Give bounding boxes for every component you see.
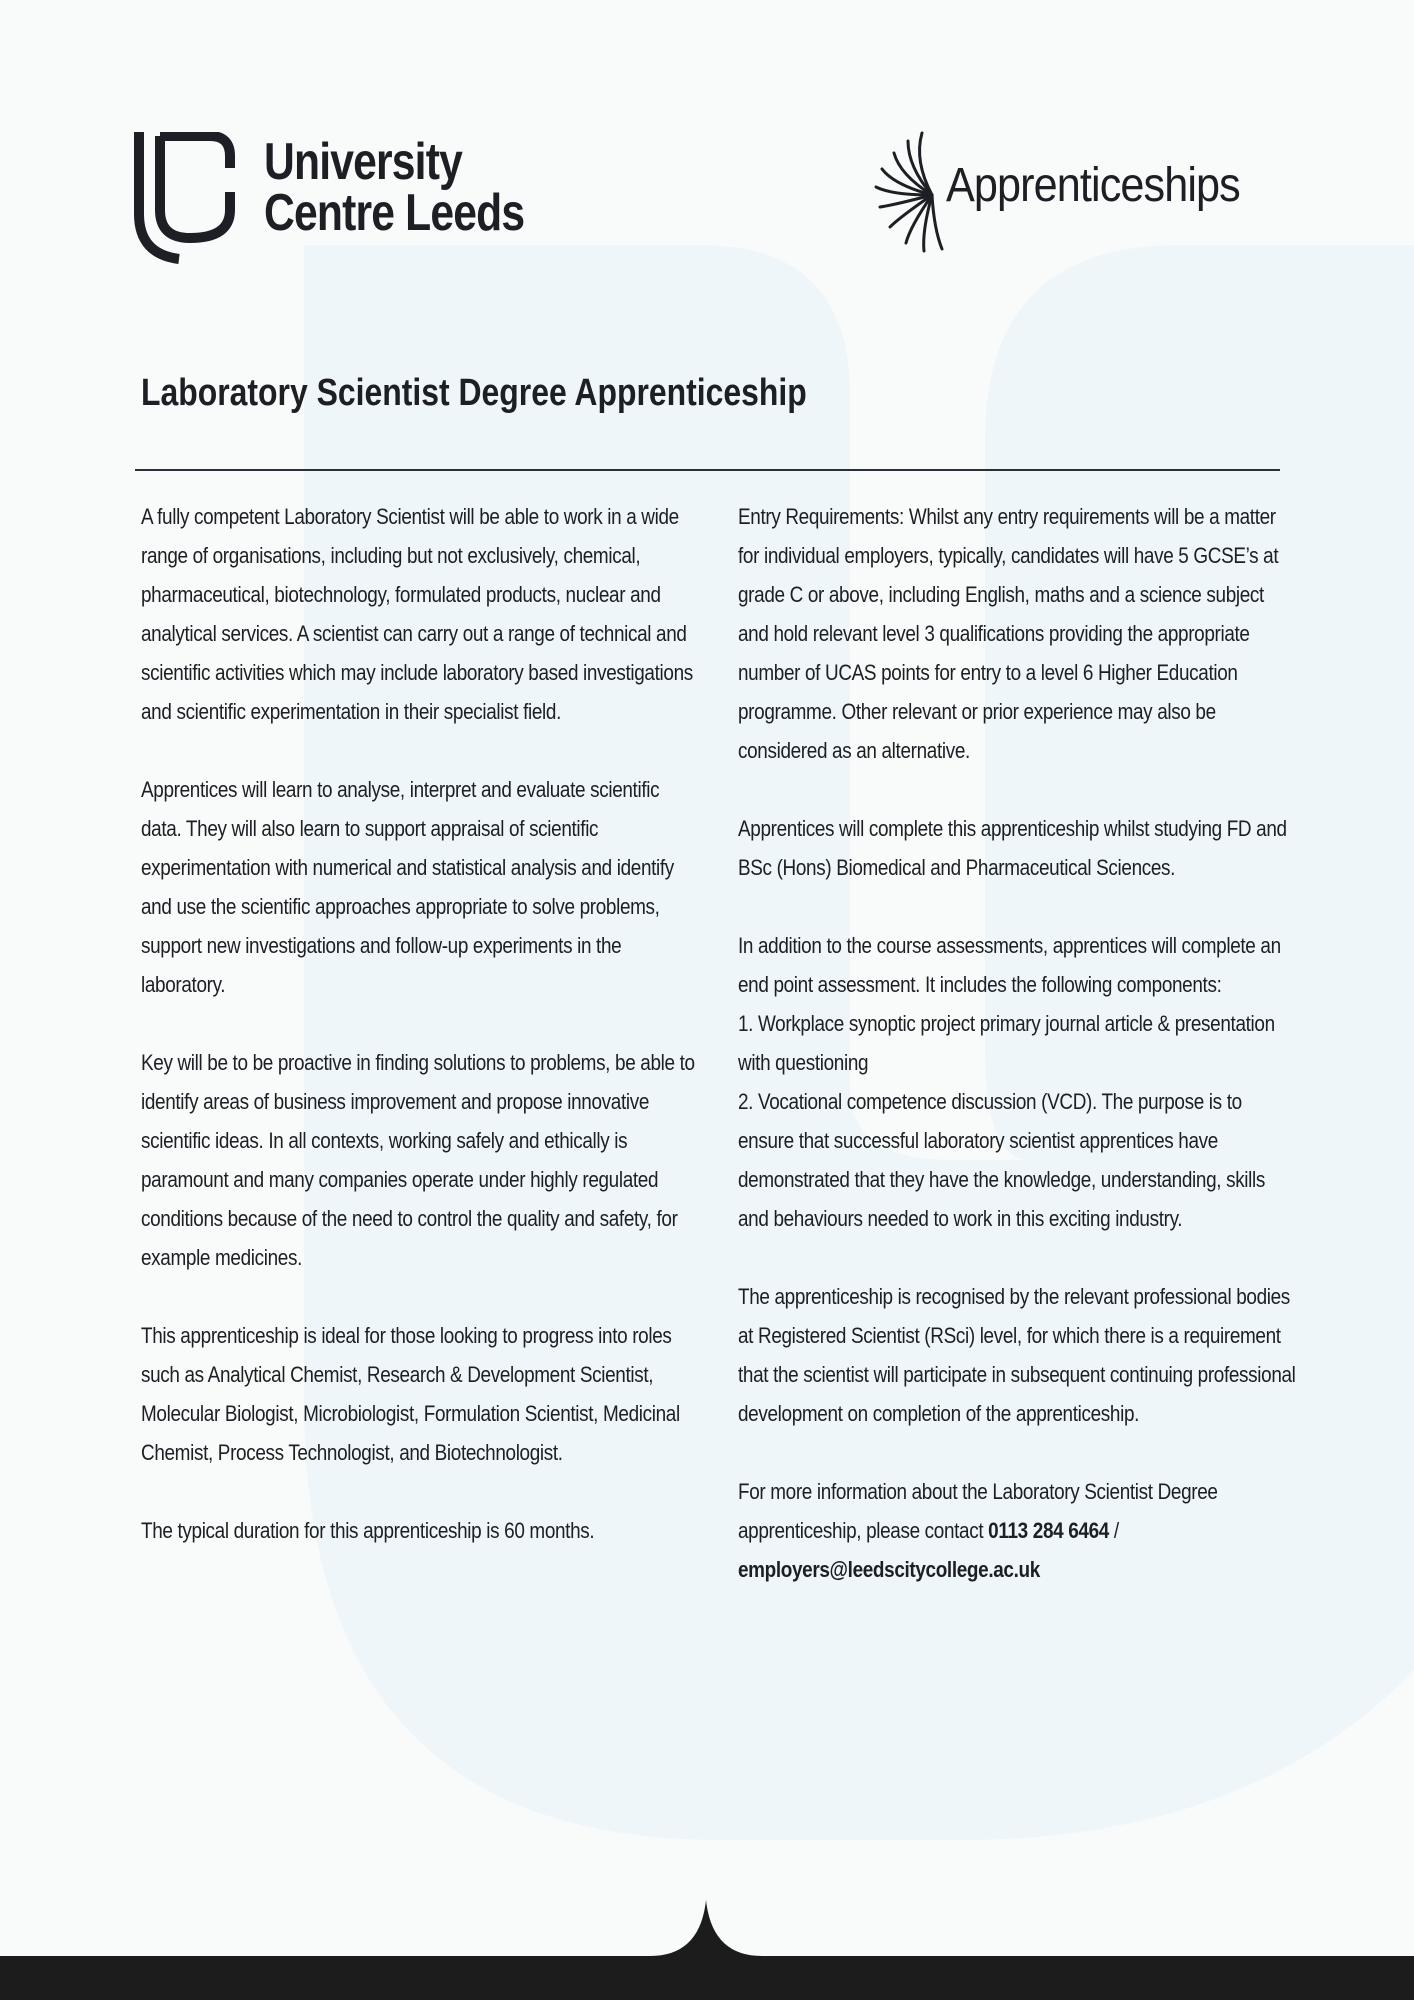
contact-phone[interactable]: 0113 284 6464 bbox=[988, 1518, 1109, 1543]
learning-paragraph: Apprentices will learn to analyse, interpret and evaluate scientific data. They will also learn to support appraisal of scientific experimentation with numerical and statistical analysis and identify and use the scientific approaches appropriate to solve problems, support new investigations and follow-up experiments in the laboratory. bbox=[141, 777, 674, 997]
university-centre-leeds-logo bbox=[134, 132, 581, 264]
contact-text: For more information about the Laboratory Scientist Degree apprenticeship, please contact bbox=[738, 1479, 1218, 1543]
roles-paragraph: This apprenticeship is ideal for those looking to progress into roles such as Analytical Chemist, Research & Development Scientist, Molecular Biologist, Microbiologist, Formulation Scientist, Medicinal Chemist, Process Technologist, and Biotechnologist. bbox=[141, 1323, 680, 1465]
duration-paragraph: The typical duration for this apprenticeship is 60 months. bbox=[141, 1518, 595, 1543]
entry-requirements-paragraph: Entry Requirements: Whilst any entry requirements will be a matter for individual employers, typically, candidates will have 5 GCSE’s at grade C or above, including English, maths and a science subject and hold relevant level 3 qualifications providing the appropriate number of UCAS points for entry to a level 6 Higher Education programme. Other relevant or prior experience may also be considered as an alternative. bbox=[738, 504, 1279, 763]
apprenticeships-logo-text: Apprenticeships bbox=[946, 158, 1240, 212]
assessment-paragraph bbox=[738, 926, 1297, 1238]
apprenticeships-fan-icon bbox=[874, 131, 944, 255]
assessment-item-1: 1. Workplace synoptic project primary journal article & presentation with questioning bbox=[738, 1011, 1275, 1075]
assessment-item-2: 2. Vocational competence discussion (VCD). The purpose is to ensure that successful laboratory scientist apprentices have demonstrated that they have the knowledge, understanding, skills and behaviours needed to work in this exciting industry. bbox=[738, 1089, 1266, 1231]
page-title: Laboratory Scientist Degree Apprenticeship bbox=[141, 372, 807, 414]
recognition-paragraph: The apprenticeship is recognised by the relevant professional bodies at Registered Scientist (RSci) level, for which there is a requirement that the scientist will participate in subsequent continuing professional development on completion of the apprenticeship. bbox=[738, 1284, 1296, 1426]
ucl-mark-icon bbox=[134, 132, 240, 264]
left-column bbox=[141, 497, 701, 1589]
right-column bbox=[738, 497, 1298, 1628]
contact-separator: / bbox=[1108, 1518, 1119, 1543]
intro-paragraph: A fully competent Laboratory Scientist will be able to work in a wide range of organisations, including but not exclusively, chemical, pharmaceutical, biotechnology, formulated products, nuclear and analytical services. A scientist can carry out a range of technical and scientific activities which may include laboratory based investigations and scientific experimentation in their specialist field. bbox=[141, 504, 693, 724]
study-paragraph: Apprentices will complete this apprenticeship whilst studying FD and BSc (Hons) Biomedical and Pharmaceutical Sciences. bbox=[738, 816, 1287, 880]
ucl-logo-line2: Centre Leeds bbox=[264, 184, 525, 242]
footer-bar bbox=[0, 1850, 1414, 2000]
contact-paragraph bbox=[738, 1472, 1297, 1589]
proactive-paragraph: Key will be to be proactive in finding solutions to problems, be able to identify areas of business improvement and propose innovative scientific ideas. In all contexts, working safely and ethically is paramount and many companies operate under highly regulated conditions because of the need to control the quality and safety, for example medicines. bbox=[141, 1050, 695, 1270]
contact-email-link[interactable]: employers@leedscitycollege.ac.uk bbox=[738, 1557, 1040, 1582]
ucl-logo-line1: University bbox=[264, 133, 462, 191]
apprenticeships-logo bbox=[874, 131, 1273, 255]
title-divider bbox=[135, 469, 1280, 471]
assessment-intro: In addition to the course assessments, apprentices will complete an end point assessment. It includes the following components: bbox=[738, 933, 1281, 997]
